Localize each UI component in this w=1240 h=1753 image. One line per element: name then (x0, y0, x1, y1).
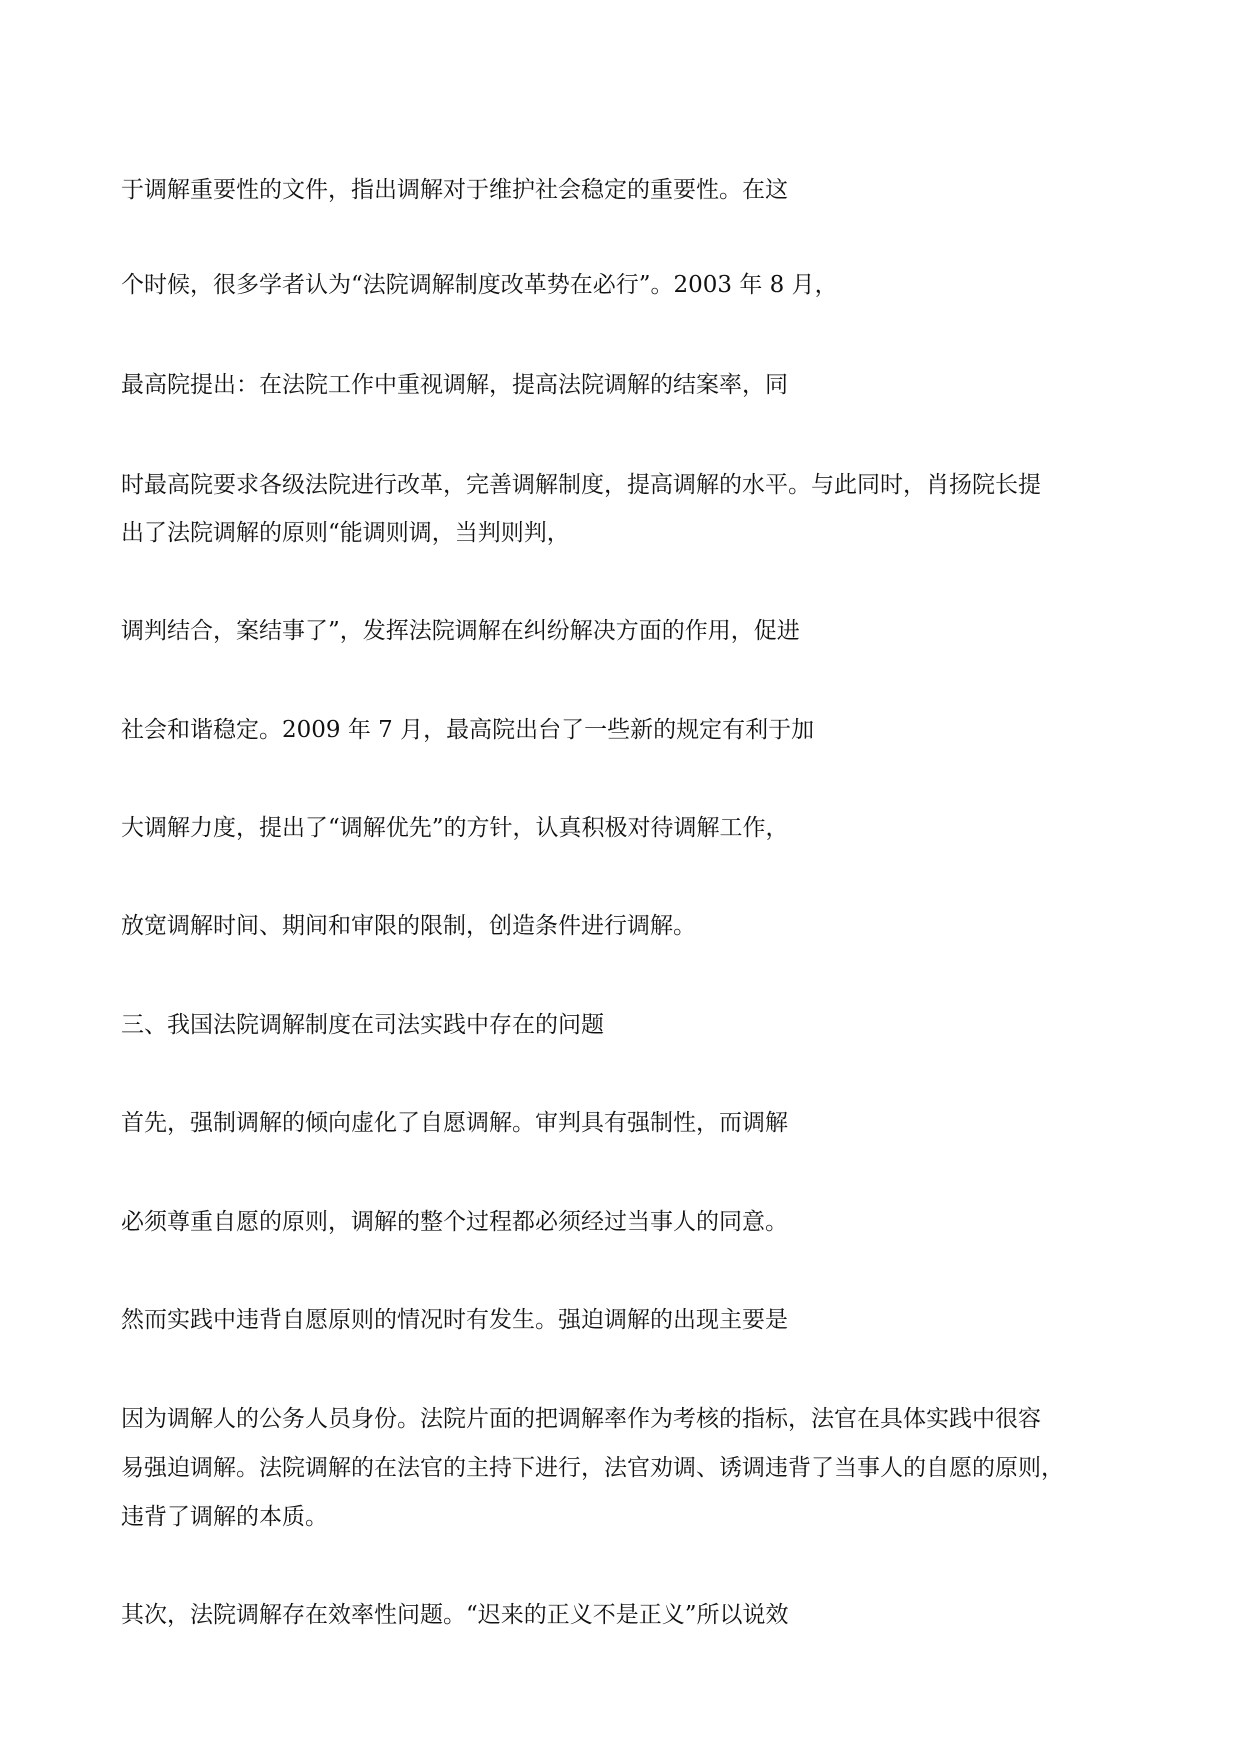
text-line: 易强迫调解。法院调解的在法官的主持下进行，法官劝调、诱调违背了当事人的自愿的原则， (121, 1455, 1064, 1481)
text-line: 因为调解人的公务人员身份。法院片面的把调解率作为考核的指标，法官在具体实践中很容 (121, 1406, 1041, 1432)
text-line: 首先，强制调解的倾向虚化了自愿调解。审判具有强制性，而调解 (121, 1110, 788, 1136)
text-line: 个时候，很多学者认为“法院调解制度改革势在必行”。2003 年 8 月， (121, 272, 838, 298)
text-line: 放宽调解时间、期间和审限的限制，创造条件进行调解。 (121, 913, 696, 939)
text-line: 最高院提出：在法院工作中重视调解，提高法院调解的结案率，同 (121, 372, 788, 398)
text-line: 大调解力度，提出了“调解优先”的方针，认真积极对待调解工作， (121, 815, 789, 841)
text-line: 必须尊重自愿的原则，调解的整个过程都必须经过当事人的同意。 (121, 1209, 788, 1235)
text-line: 出了法院调解的原则“能调则调，当判则判， (121, 520, 570, 546)
text-line: 社会和谐稳定。2009 年 7 月，最高院出台了一些新的规定有利于加 (121, 717, 815, 743)
section-heading: 三、我国法院调解制度在司法实践中存在的问题 (121, 1012, 604, 1038)
text-line: 其次，法院调解存在效率性问题。“迟来的正义不是正义”所以说效 (121, 1602, 789, 1628)
text-line: 于调解重要性的文件，指出调解对于维护社会稳定的重要性。在这 (121, 177, 788, 203)
text-line: 违背了调解的本质。 (121, 1504, 328, 1530)
text-line: 调判结合，案结事了”，发挥法院调解在纠纷解决方面的作用，促进 (121, 618, 800, 644)
text-line: 时最高院要求各级法院进行改革，完善调解制度，提高调解的水平。与此同时，肖扬院长提 (121, 472, 1041, 498)
text-line: 然而实践中违背自愿原则的情况时有发生。强迫调解的出现主要是 (121, 1307, 788, 1333)
